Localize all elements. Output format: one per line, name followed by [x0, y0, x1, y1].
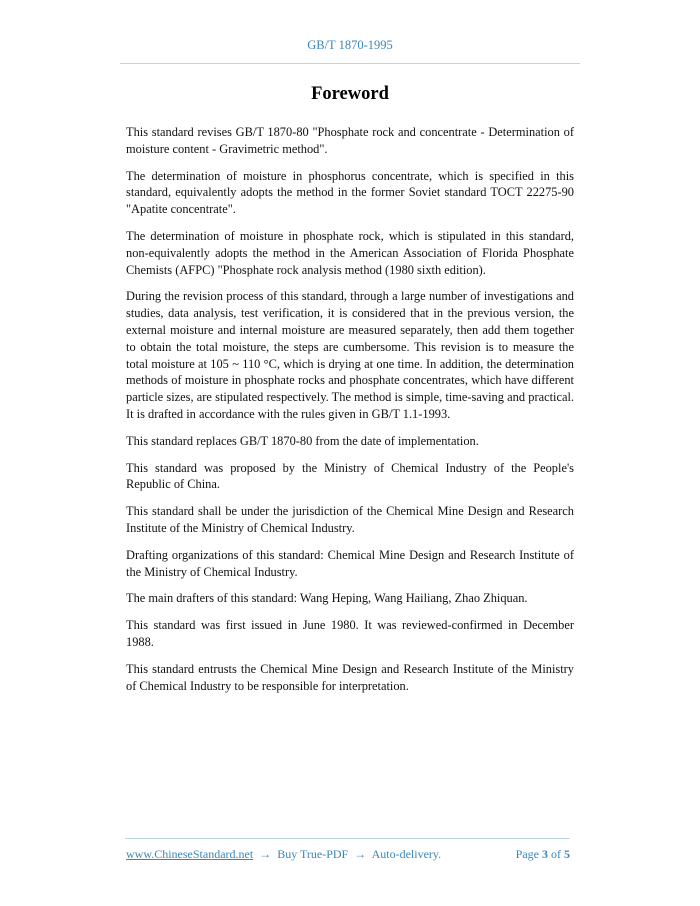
paragraph-jurisdiction: This standard shall be under the jurisdiction of the Chemical Mine Design and Research Institute of the Ministry of Chemical Industry. [126, 504, 574, 535]
page-label: Page [515, 847, 539, 861]
paragraph-rock-method: The determination of moisture in phosphate rock, which is stipulated in this standard, non-equivalently adopts the method in the American Association of Florida Phosphate Chemists (AFPC) "Phosphate rock analysis method (1980 sixth edition). [126, 228, 574, 277]
paragraph-drafters: The main drafters of this standard: Wang Heping, Wang Hailiang, Zhao Zhiquan. [126, 591, 528, 606]
paragraph-concentrate-method: The determination of moisture in phosphorus concentrate, which is specified in this standard, equivalently adopts the method in the former Soviet standard TOCT 22275-90 "Apatite concentrate". [126, 168, 574, 217]
buy-true-pdf-text: Buy True-PDF [277, 847, 349, 861]
paragraph-drafting-org: Drafting organizations of this standard: Chemical Mine Design and Research Institute of the Ministry of Chemical Industry. [126, 547, 574, 579]
paragraph-issue-history: This standard was first issued in June 1980. It was reviewed-confirmed in December 1988. [126, 618, 574, 649]
paragraph-proposed-by: This standard was proposed by the Ministry of Chemical Industry of the People's Republic of China. [126, 460, 574, 492]
page-of: of [551, 847, 561, 861]
page-footer [126, 847, 570, 862]
header-divider [120, 63, 580, 64]
page-current: 3 [542, 847, 548, 861]
page-indicator [516, 847, 570, 862]
page-title: Foreword [311, 84, 389, 104]
paragraph-revision: This standard revises GB/T 1870-80 "Phosphate rock and concentrate - Determination of moisture content - Gravimetric method". [126, 125, 574, 156]
page-total: 5 [564, 847, 570, 861]
footer-left [126, 847, 441, 862]
paragraph-revision-process: During the revision process of this standard, through a large number of investigations and studies, data analysis, test verification, it is considered that in the previous version, the external moisture and internal moisture are measured separately, then add them together to obtain the total moisture, the steps are cumbersome. This revision is to measure the total moisture at 105 ~ 110 °C, which is drying at one time. In addition, the determination methods of moisture in phosphate rocks and phosphate concentrates, which have different particle sizes, are stipulated respectively. The method is simple, time-saving and practical. It is drafted in accordance with the rules given in GB/T 1.1-1993. [126, 289, 574, 421]
page-header-doc-id: GB/T 1870-1995 [307, 38, 393, 52]
auto-delivery-text: Auto-delivery. [371, 847, 442, 861]
arrow-right-icon: → [354, 847, 367, 861]
footer-divider [125, 838, 570, 839]
website-link[interactable]: www.ChineseStandard.net [126, 847, 254, 861]
paragraph-interpretation: This standard entrusts the Chemical Mine Design and Research Institute of the Ministry of Chemical Industry to be responsible for interpretation. [126, 661, 574, 693]
arrow-right-icon: → [259, 847, 272, 861]
paragraph-replacement: This standard replaces GB/T 1870-80 from the date of implementation. [126, 433, 479, 448]
foreword-body [126, 124, 574, 704]
